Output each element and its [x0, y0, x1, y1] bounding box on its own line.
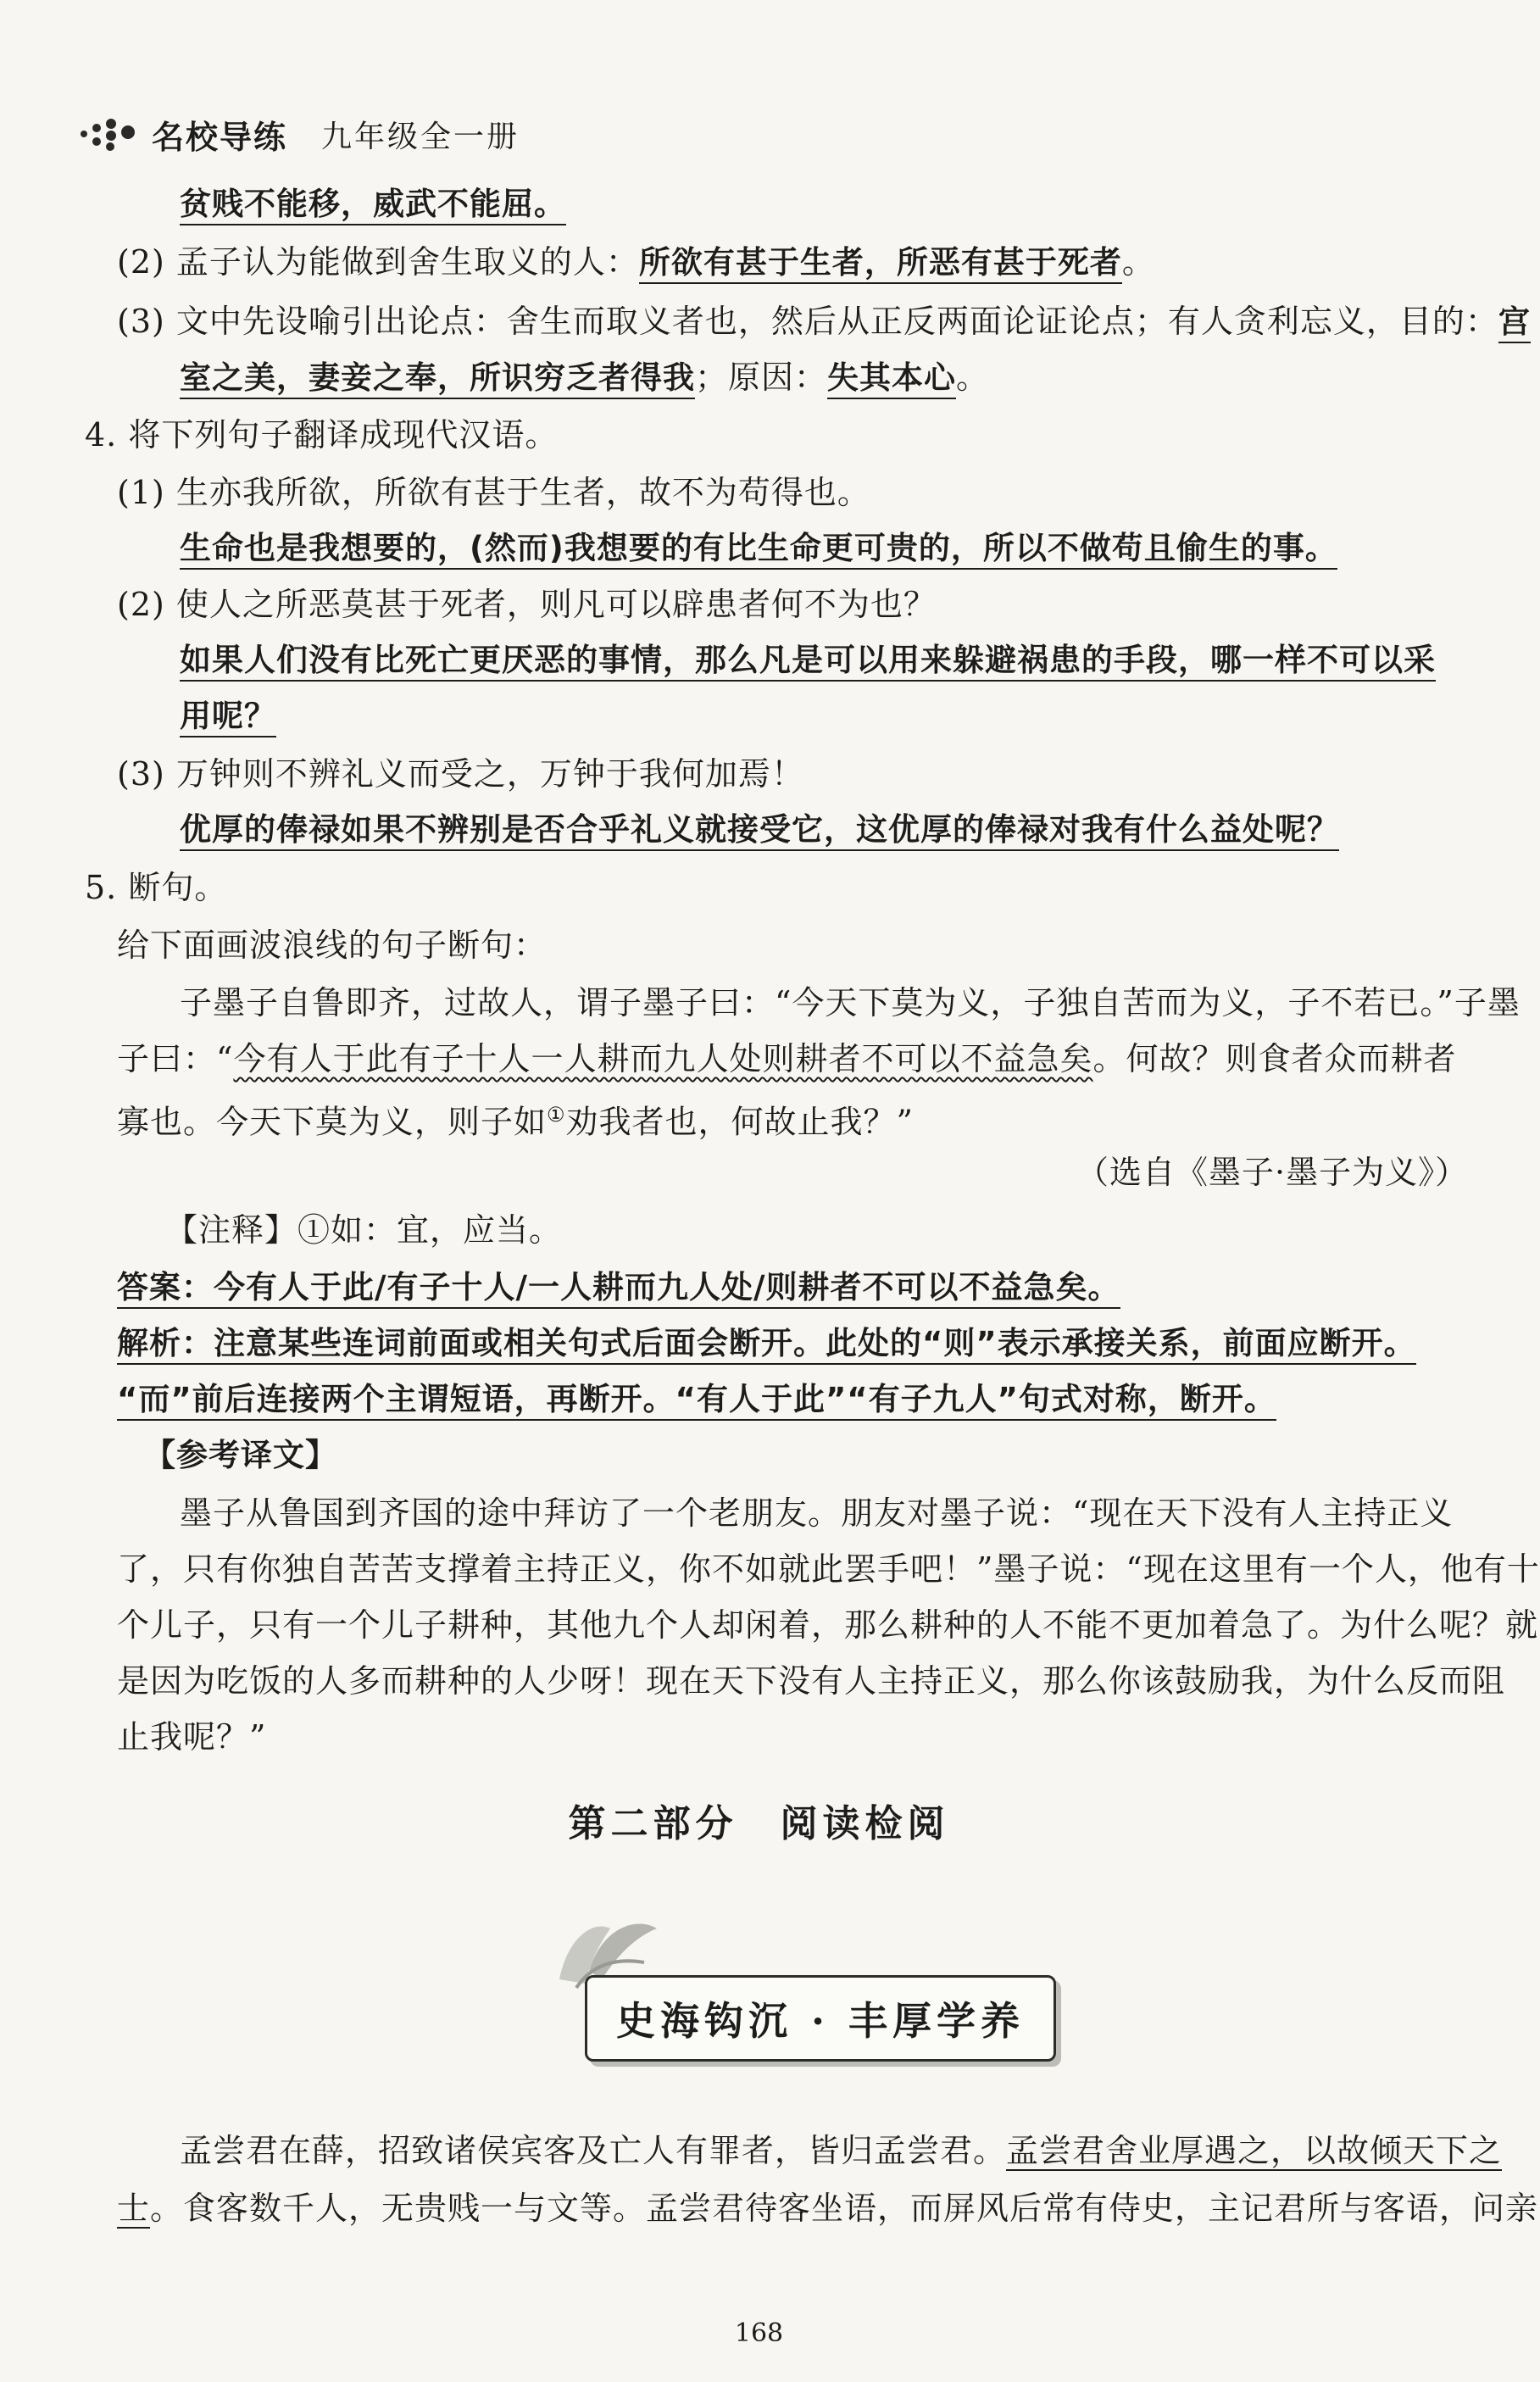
q4-1-answer — [180, 526, 1337, 571]
passage-text: 寡也。今天下莫为义，则子如 — [117, 1103, 548, 1141]
reading-line-1 — [180, 2128, 1502, 2173]
translation-line-5: 止我呢？” — [117, 1718, 267, 1756]
passage-text: 。何故？则食者众而耕者 — [1092, 1040, 1457, 1077]
analysis-text: “而”前后连接两个主谓短语，再断开。“有人于此”“有子九人”句式对称，断开。 — [117, 1381, 1276, 1421]
q4-3-question: (3) 万钟则不辨礼义而受之，万钟于我何加焉！ — [117, 755, 804, 793]
brand-title: 名校导练 — [152, 118, 288, 156]
analysis-line-1 — [117, 1321, 1416, 1366]
translation-line-4: 是因为吃饭的人多而耕种的人少呀！现在天下没有人主持正义，那么你该鼓励我，为什么反而阻 — [117, 1662, 1506, 1700]
passage-line-3 — [117, 1092, 914, 1145]
reading-text: 孟尝君在薛，招致诸侯宾客及亡人有罪者，皆归孟尝君。 — [180, 2132, 1007, 2169]
q5-title: 5. 断句。 — [85, 869, 228, 906]
q4-title: 4. 将下列句子翻译成现代汉语。 — [85, 416, 559, 454]
answer-text: 所欲有甚于生者，所恶有甚于死者 — [639, 244, 1122, 284]
footnote-marker: ① — [547, 1103, 566, 1127]
answer-text: 失其本心 — [827, 359, 956, 399]
translation-line-2: 了，只有你独自苦苦支撑着主持正义，你不如就此罢手吧！”墨子说：“现在这里有一个人，他有十 — [117, 1550, 1540, 1588]
page-number: 168 — [734, 2318, 784, 2348]
translation-line-3: 个儿子，只有一个儿子耕种，其他九个人却闲着，那么耕种的人不能不更加着急了。为什么呢？就 — [117, 1606, 1539, 1644]
translation-line-1: 墨子从鲁国到齐国的途中拜访了一个老朋友。朋友对墨子说：“现在天下没有人主持正义 — [180, 1494, 1454, 1532]
answer-text: 生命也是我想要的，(然而)我想要的有比生命更可贵的，所以不做苟且偷生的事。 — [180, 530, 1337, 570]
punctuation: 。 — [956, 359, 990, 396]
answer-line — [117, 1265, 1120, 1311]
q5-intro: 给下面画波浪线的句子断句： — [117, 927, 548, 964]
dots-logo-icon — [81, 117, 140, 151]
answer-text: 宫 — [1498, 303, 1531, 343]
analysis-text: 解析：注意某些连词前面或相关句式后面会断开。此处的“则”表示承接关系，前面应断开。 — [117, 1325, 1416, 1365]
q4-3-answer — [180, 807, 1339, 853]
q4-2-answer-a — [180, 637, 1436, 683]
passage-line-2 — [117, 1036, 1456, 1082]
page-header — [81, 109, 520, 159]
q3-3-answer-line — [180, 354, 989, 401]
question-text: (2) 孟子认为能做到舍生取义的人： — [117, 243, 639, 281]
punctuation: 。 — [1121, 243, 1155, 281]
answer-text: 优厚的俸禄如果不辨别是否合乎礼义就接受它，这优厚的俸禄对我有什么益处呢？ — [180, 811, 1339, 851]
wavy-underlined-sentence: 今有人于此有子十人一人耕而九人处则耕者不可以不益急矣 — [233, 1040, 1093, 1077]
answer-text: 答案：今有人于此/有子十人/一人耕而九人处/则耕者不可以不益急矣。 — [117, 1269, 1120, 1309]
grade-label: 九年级全一册 — [321, 119, 520, 154]
underlined-text: 孟尝君舍业厚遇之，以故倾天下之 — [1006, 2132, 1503, 2169]
question-text: ；原因： — [695, 359, 828, 396]
passage-text: 劝我者也，何故止我？” — [565, 1103, 914, 1141]
section-banner: 史海钩沉 · 丰厚学养 — [585, 1975, 1056, 2062]
reading-text: 。食客数千人，无贵贱一与文等。孟尝君待客坐语，而屏风后常有侍史，主记君所与客语，问亲 — [150, 2190, 1539, 2227]
q3-3-line — [117, 298, 1531, 345]
passage-line-1: 子墨子自鲁即齐，过故人，谓子墨子曰：“今天下莫为义，子独自苦而为义，子不若已。”子墨 — [180, 984, 1521, 1021]
section-title: 第二部分 阅读检阅 — [568, 1802, 950, 1845]
reading-line-2 — [117, 2185, 1538, 2231]
reference-translation-title: 【参考译文】 — [144, 1437, 337, 1473]
question-text: (3) 文中先设喻引出论点：舍生而取义者也，然后从正反两面论证论点；有人贪利忘义，目的： — [117, 303, 1498, 340]
annotation-note: 【注释】①如：宜，应当。 — [165, 1211, 563, 1249]
q4-2-answer-b — [180, 693, 276, 739]
answer-text: 用呢？ — [180, 698, 276, 737]
passage-text: 子曰：“ — [117, 1040, 234, 1077]
q4-2-question: (2) 使人之所恶莫甚于死者，则凡可以辟患者何不为也？ — [117, 586, 937, 623]
q4-1-question: (1) 生亦我所欲，所欲有甚于生者，故不为苟得也。 — [117, 474, 870, 511]
analysis-line-2 — [117, 1377, 1276, 1422]
answer-text: 如果人们没有比死亡更厌恶的事情，那么凡是可以用来躲避祸患的手段，哪一样不可以采 — [180, 642, 1436, 682]
answer-line-1 — [180, 181, 566, 227]
answer-text: 室之美，妻妾之奉，所识穷乏者得我 — [180, 359, 695, 399]
passage-source: （选自《墨子·墨子为义》） — [1076, 1154, 1469, 1191]
answer-text: 贫贱不能移，威武不能屈。 — [180, 186, 566, 225]
underlined-text: 士 — [117, 2190, 151, 2227]
q3-2-line — [117, 239, 1155, 286]
